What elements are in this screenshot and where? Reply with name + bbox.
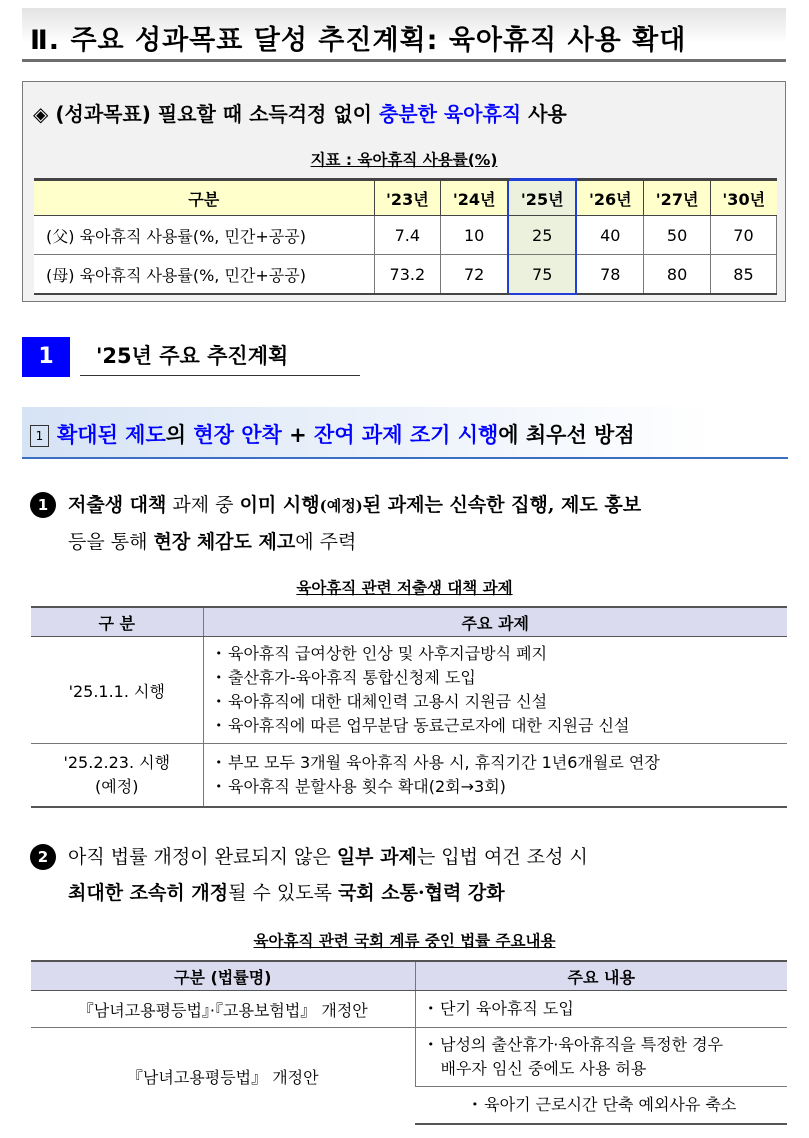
bullet-paragraph-2: 2 아직 법률 개정이 완료되지 않은 일부 과제는 입법 여건 조성 시 최대한 조속히 개정될 수 있도록 국회 소통·협력 강화 bbox=[30, 839, 790, 911]
indicator-table bbox=[34, 178, 777, 295]
pending-bills-table bbox=[31, 960, 787, 1125]
bullet-paragraph-1: 1 저출생 대책 과제 중 이미 시행(예정)된 과제는 신속한 집행, 제도 홍보 등을 통해 현장 체감도 제고에 주력 bbox=[30, 487, 790, 560]
table-row: 『남녀고용평등법』·『고용보험법』 개정안 • 단기 육아휴직 도입 bbox=[31, 991, 787, 1028]
diamond-marker-icon: ◈ bbox=[33, 102, 49, 126]
indicator-header: '30년 bbox=[710, 180, 776, 216]
list-item: • 남성의 출산휴가·육아휴직을 특정한 경우 배우자 임신 중에도 사용 허용 bbox=[415, 1028, 787, 1087]
bullet-list bbox=[203, 744, 787, 808]
indicator-header-highlight: '25년 bbox=[508, 180, 576, 216]
indicator-header: 구분 bbox=[34, 180, 374, 216]
bullet-list bbox=[203, 637, 787, 744]
policy-tasks-table bbox=[31, 606, 787, 808]
list-item: • 육아휴직 급여상한 인상 및 사후지급방식 폐지 bbox=[215, 644, 548, 663]
table-header-row: 구 분 주요 과제 bbox=[31, 607, 787, 637]
list-item: • 육아휴직에 따른 업무분담 동료근로자에 대한 지원금 신설 bbox=[215, 716, 630, 735]
indicator-header: '27년 bbox=[644, 180, 711, 216]
goal-highlight: 충분한 육아휴직 bbox=[378, 102, 522, 126]
table-row: 『남녀고용평등법』 개정안 • 남성의 출산휴가·육아휴직을 특정한 경우 배우자 임신 중에도 사용 허용 bbox=[31, 1028, 787, 1087]
goal-box bbox=[22, 81, 786, 302]
list-item: • 출산휴가-육아휴직 통합신청제 도입 bbox=[215, 668, 476, 687]
list-item: • 단기 육아휴직 도입 bbox=[415, 991, 787, 1028]
section-number-badge: 1 bbox=[22, 337, 70, 377]
boxed-number-icon: 1 bbox=[30, 425, 49, 447]
subheading-bar bbox=[22, 407, 788, 459]
indicator-header-row bbox=[34, 180, 777, 216]
table-row: (母) 육아휴직 사용률(%, 민간+공공) 73.2 72 75 78 80 85 bbox=[34, 255, 777, 295]
table2-title: 육아휴직 관련 국회 계류 중인 법률 주요내용 bbox=[253, 932, 556, 950]
table-row: '25.2.23. 시행 (예정) • 부모 모두 3개월 육아휴직 사용 시, 휴직기간 1년6개월로 연장 • 육아휴직 분할사용 횟수 확대(2회→3회) bbox=[31, 744, 787, 808]
table-header-row: 구분 (법률명) 주요 내용 bbox=[31, 961, 787, 991]
list-item: • 부모 모두 3개월 육아휴직 사용 시, 휴직기간 1년6개월로 연장 bbox=[215, 753, 660, 772]
indicator-title: 지표 : 육아휴직 사용률(%) bbox=[310, 151, 498, 169]
section-title: Ⅱ. 주요 성과목표 달성 추진계획: 육아휴직 사용 확대 bbox=[30, 25, 687, 56]
indicator-header: '26년 bbox=[576, 180, 643, 216]
indicator-header: '23년 bbox=[374, 180, 441, 216]
list-item: • 육아휴직 분할사용 횟수 확대(2회→3회) bbox=[215, 777, 506, 796]
section-title-underline bbox=[22, 59, 786, 62]
table-row: '25.1.1. 시행 • 육아휴직 급여상한 인상 및 사후지급방식 폐지 • 출산휴가-육아휴직 통합신청제 도입 • 육아휴직에 대한 대체인력 고용시 지원금 신설 • 육아휴직에 따른 업무분담 동료근로자에 대한 지원금 신설 bbox=[31, 637, 787, 744]
goal-statement: ◈ (성과목표) 필요할 때 소득걱정 없이 충분한 육아휴직 사용 bbox=[33, 102, 567, 126]
number-bullet-icon: 2 bbox=[30, 844, 56, 870]
number-bullet-icon: 1 bbox=[30, 492, 56, 518]
table1-title: 육아휴직 관련 저출생 대책 과제 bbox=[296, 579, 513, 597]
table-row: (父) 육아휴직 사용률(%, 민간+공공) 7.4 10 25 40 50 70 bbox=[34, 216, 777, 255]
indicator-header: '24년 bbox=[441, 180, 508, 216]
section-heading: '25년 주요 추진계획 bbox=[80, 340, 360, 376]
section-title-bar bbox=[22, 8, 786, 62]
list-item: • 육아기 근로시간 단축 예외사유 축소 bbox=[415, 1087, 787, 1125]
subheading: 1 확대된 제도의 현장 안착 + 잔여 과제 조기 시행에 최우선 방점 bbox=[30, 419, 635, 449]
list-item: • 육아휴직에 대한 대체인력 고용시 지원금 신설 bbox=[215, 692, 548, 711]
